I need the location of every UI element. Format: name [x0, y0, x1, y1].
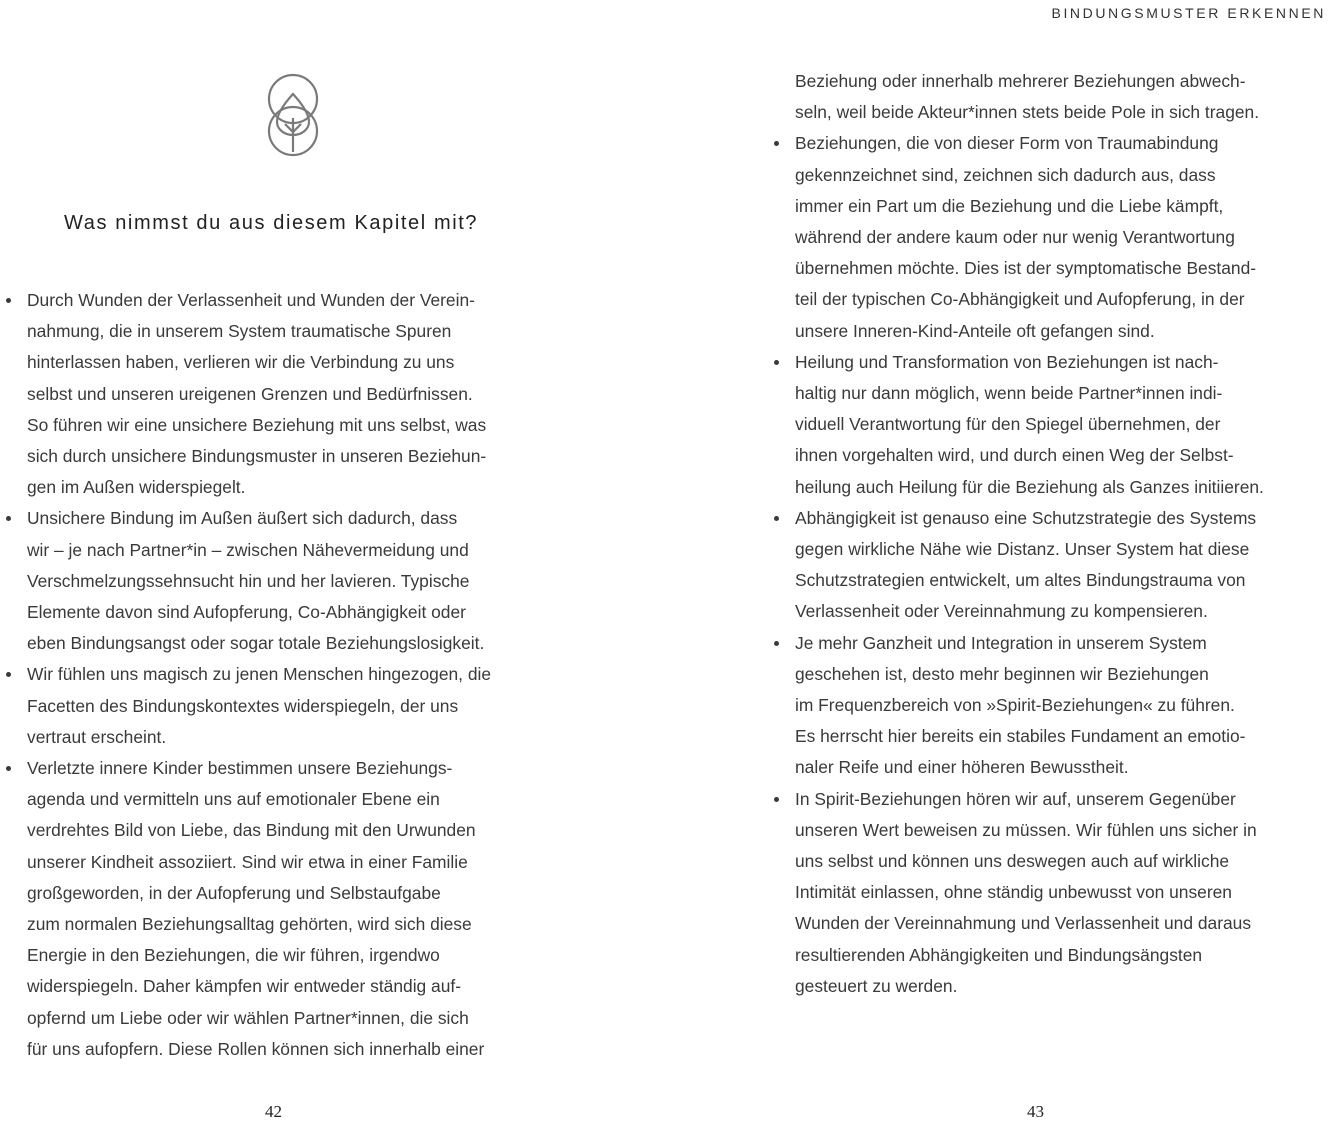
bullet-text-line: Energie in den Beziehungen, die wir führen, irgendwo [27, 945, 440, 966]
bullet-text-line: zum normalen Beziehungsalltag gehörten, wird sich diese [27, 914, 472, 935]
bullet-item [795, 503, 1328, 628]
right-page-summary-list [795, 66, 1328, 1002]
bullet-text-line: übernehmen möchte. Dies ist der symptomatische Bestand- [795, 258, 1257, 279]
bullet-item [795, 628, 1328, 784]
bullet-text-line: Abhängigkeit ist genauso eine Schutzstrategie des Systems [795, 507, 1257, 528]
bullet-text-line: hinterlassen haben, verlieren wir die Verbindung zu uns [27, 352, 455, 373]
bullet-text-line: unsere Inneren-Kind-Anteile oft gefangen sind. [795, 320, 1155, 341]
bullet-text-line: haltig nur dann möglich, wenn beide Partner*innen indi- [795, 383, 1223, 404]
page-number-left: 42 [265, 1102, 282, 1121]
bullet-text-line: nahmung, die in unserem System traumatische Spuren [27, 321, 452, 342]
bullet-text-line: Je mehr Ganzheit und Integration in unserem System [795, 632, 1207, 653]
bullet-text-line: sich durch unsichere Bindungsmuster in unseren Beziehun- [27, 446, 487, 467]
bullet-text-line: ihnen vorgehalten wird, und durch einen Weg der Selbst- [795, 445, 1234, 466]
bullet-text-line: widerspiegeln. Daher kämpfen wir entweder ständig auf- [27, 976, 462, 997]
bullet-text-line: agenda und vermitteln uns auf emotionaler Ebene ein [27, 789, 440, 810]
bullet-item [795, 66, 1328, 128]
running-header: BINDUNGSMUSTER ERKENNEN [1051, 5, 1326, 21]
bullet-item [27, 503, 572, 659]
bullet-text-line: Beziehung oder innerhalb mehrerer Beziehungen abwech- [795, 71, 1246, 91]
bullet-text-line: uns selbst und können uns deswegen auch auf wirkliche [795, 851, 1230, 872]
bullet-text-line: In Spirit-Beziehungen hören wir auf, unserem Gegenüber [795, 788, 1236, 809]
bullet-text-line: großgeworden, in der Aufopferung und Selbstaufgabe [27, 882, 441, 903]
tree-leaf-icon [264, 72, 322, 158]
page-number-right: 43 [1027, 1102, 1044, 1121]
bullet-text-line: Verlassenheit oder Vereinnahmung zu kompensieren. [795, 601, 1208, 622]
bullet-text-line: gesteuert zu werden. [795, 975, 958, 996]
bullet-text-line: teil der typischen Co-Abhängigkeit und Aufopferung, in der [795, 289, 1245, 310]
bullet-text-line: Elemente davon sind Aufopferung, Co-Abhängigkeit oder [27, 602, 466, 623]
bullet-text-line: Verschmelzungssehnsucht hin und her lavieren. Typische [27, 570, 470, 591]
bullet-text-line: Wunden der Vereinnahmung und Verlassenheit und daraus [795, 913, 1252, 934]
bullet-text-line: Heilung und Transformation von Beziehungen ist nach- [795, 351, 1219, 372]
bullet-text-line: So führen wir eine unsichere Beziehung mit uns selbst, was [27, 414, 487, 435]
bullet-text-line: geschehen ist, desto mehr beginnen wir Beziehungen [795, 663, 1209, 684]
bullet-text-line: Wir fühlen uns magisch zu jenen Menschen hingezogen, die [27, 664, 492, 685]
bullet-text-line: verdrehtes Bild von Liebe, das Bindung mit den Urwunden [27, 820, 476, 841]
bullet-text-line: unseren Wert beweisen zu müssen. Wir fühlen uns sicher in [795, 819, 1257, 840]
bullet-text-line: selbst und unseren ureigenen Grenzen und Bedürfnissen. [27, 383, 473, 404]
bullet-text-line: Facetten des Bindungskontextes widerspiegeln, der uns [27, 695, 459, 716]
left-page-summary-list [27, 285, 572, 1065]
bullet-item [795, 347, 1328, 503]
bullet-item [27, 753, 572, 1065]
bullet-text-line: heilung auch Heilung für die Beziehung als Ganzes initiieren. [795, 476, 1264, 497]
bullet-text-line: gen im Außen widerspiegelt. [27, 477, 246, 498]
bullet-text-line: gekennzeichnet sind, zeichnen sich dadurch aus, dass [795, 164, 1216, 185]
bullet-text-line: wir – je nach Partner*in – zwischen Nähevermeidung und [27, 539, 469, 560]
bullet-text-line: Durch Wunden der Verlassenheit und Wunden der Verein- [27, 290, 475, 310]
bullet-item [27, 285, 572, 503]
bullet-text-line: Schutzstrategien entwickelt, um altes Bindungstrauma von [795, 570, 1246, 591]
bullet-item [27, 659, 572, 753]
bullet-text-line: Unsichere Bindung im Außen äußert sich dadurch, dass [27, 508, 458, 529]
bullet-text-line: immer ein Part um die Beziehung und die Liebe kämpft, [795, 195, 1224, 216]
bullet-item [795, 784, 1328, 1002]
bullet-text-line: unserer Kindheit assoziiert. Sind wir etwa in einer Familie [27, 851, 468, 872]
bullet-text-line: Verletzte innere Kinder bestimmen unsere Beziehungs- [27, 758, 453, 779]
bullet-text-line: Es herrscht hier bereits ein stabiles Fundament an emotio- [795, 726, 1246, 747]
bullet-text-line: vertraut erscheint. [27, 726, 167, 747]
bullet-text-line: opfernd um Liebe oder wir wählen Partner*innen, die sich [27, 1007, 469, 1028]
bullet-text-line: Beziehungen, die von dieser Form von Traumabindung [795, 133, 1219, 154]
bullet-text-line: resultierenden Abhängigkeiten und Bindungsängsten [795, 944, 1203, 965]
bullet-text-line: naler Reife und einer höheren Bewusstheit. [795, 757, 1129, 778]
bullet-text-line: im Frequenzbereich von »Spirit-Beziehungen« zu führen. [795, 695, 1235, 716]
bullet-text-line: für uns aufopfern. Diese Rollen können sich innerhalb einer [27, 1038, 485, 1059]
bullet-text-line: Intimität einlassen, ohne ständig unbewusst von unseren [795, 882, 1232, 903]
chapter-summary-heading: Was nimmst du aus diesem Kapitel mit? [64, 212, 479, 234]
bullet-item [795, 128, 1328, 346]
bullet-text-line: seln, weil beide Akteur*innen stets beide Pole in sich tragen. [795, 102, 1260, 123]
bullet-text-line: während der andere kaum oder nur wenig Verantwortung [795, 227, 1235, 248]
bullet-text-line: eben Bindungsangst oder sogar totale Beziehungslosigkeit. [27, 633, 485, 654]
bullet-text-line: gegen wirkliche Nähe wie Distanz. Unser System hat diese [795, 539, 1250, 560]
bullet-text-line: viduell Verantwortung für den Spiegel übernehmen, der [795, 414, 1221, 435]
